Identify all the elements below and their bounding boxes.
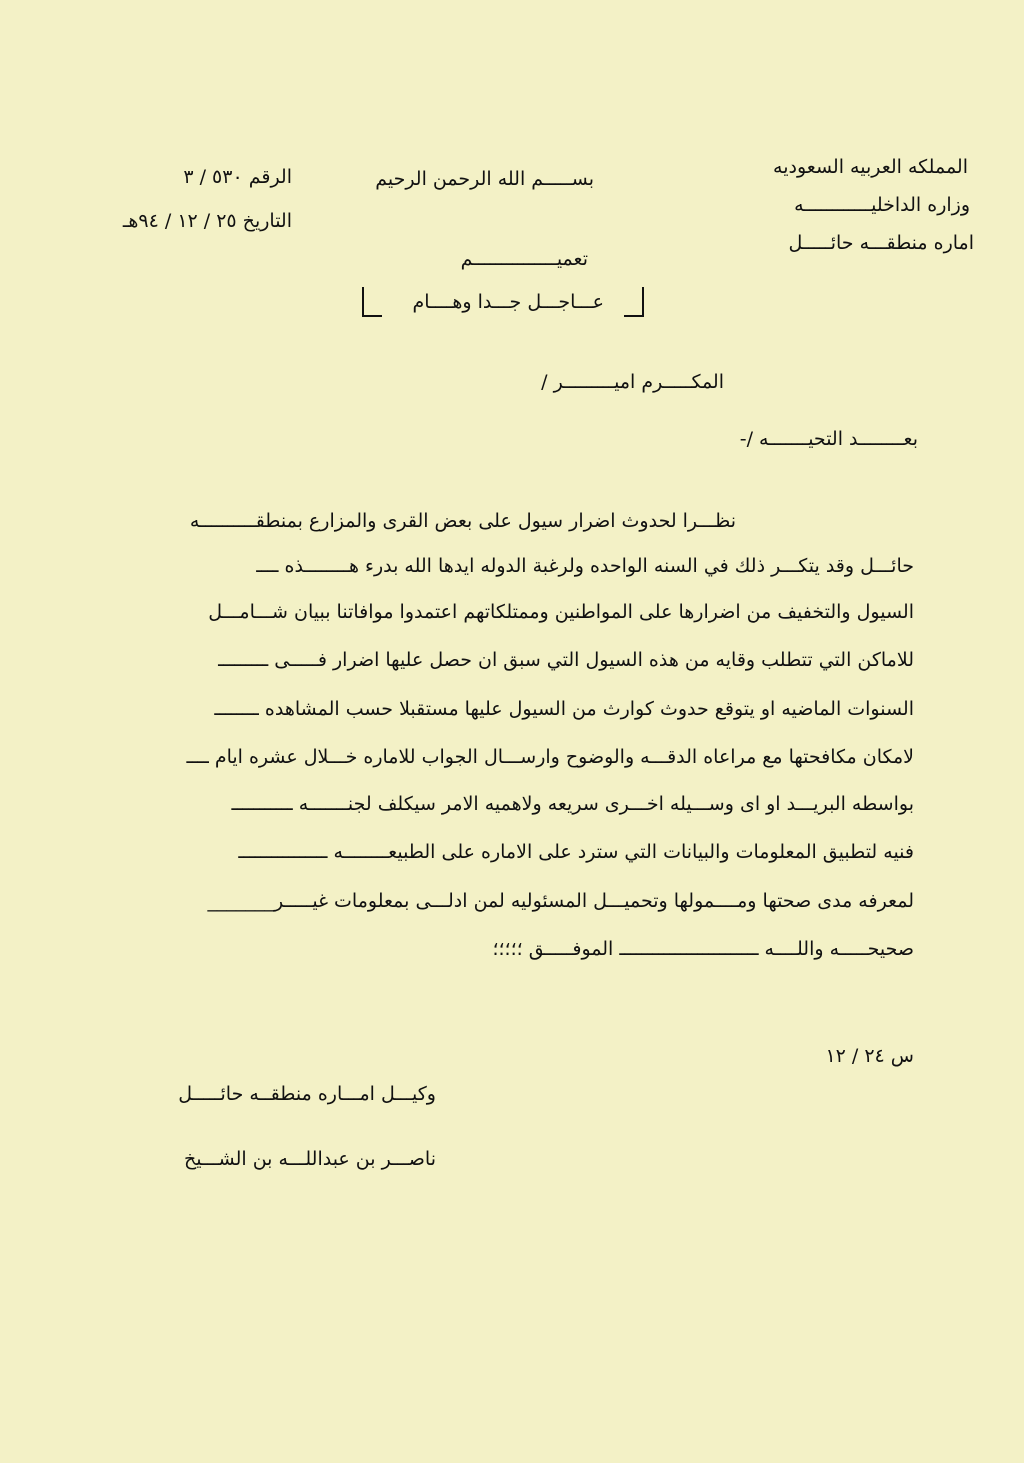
greeting: بعــــــــد التحيـــــــه /- [739,428,918,450]
signatory-title: وكيـــل امـــاره منطقــه حائـــــل [178,1083,436,1105]
circular-label: تعميـــــــــــــــم [460,248,588,270]
body-line: لامكان مكافحتها مع مراعاه الدقـــه والوضوح وارســـال الجواب للاماره خـــلال عشره ايام ــــ [186,746,914,768]
body-line: فنيه لتطبيق المعلومات والبيانات التي سترد على الاماره على الطبيعــــــــه ــــــــــــــــ [238,841,914,863]
signatory-name: ناصـــر بن عبداللـــه بن الشـــيخ [183,1148,436,1170]
ministry-name: وزاره الداخليــــــــــــه [794,194,970,216]
urgent-label: عـــاجـــل جـــدا وهــــام [412,291,604,313]
country-name: المملكه العربيه السعوديه [773,156,968,178]
bracket-right [624,287,644,317]
body-line: لمعرفه مدى صحتها ومــــمولها وتحميـــل المسئوليه لمن ادلـــى بمعلومات غيـــــر_______ [207,890,914,912]
basmala: بســـــم الله الرحمن الرحيم [375,168,594,190]
footer-reference: س ٢٤ / ١٢ [825,1045,914,1067]
reference-number: الرقم ٥٣٠ / ٣ [183,166,292,188]
body-line: السيول والتخفيف من اضرارها على المواطنين وممتلكاتهم اعتمدوا موافاتنا ببيان شـــامـــل [208,601,914,623]
document-date: التاريخ ٢٥ / ١٢ / ٩٤هـ [122,210,292,232]
bracket-left [362,287,382,317]
body-line: حائـــل وقد يتكـــر ذلك في السنه الواحده ولرغبة الدوله ايدها الله بدرء هــــــــذه ــــ [256,555,914,577]
body-line: صحيحـــــه واللــــه ـــــــــــــــــــــــــ الموفـــــق ؛؛؛؛؛ [492,938,914,960]
emirate-name: اماره منطقـــه حائـــــل [788,232,974,254]
urgent-frame [362,287,644,317]
body-line: للاماكن التي تتطلب وقايه من هذه السيول التي سبق ان حصل عليها اضرار فـــــى ـــــــــ [218,649,914,671]
salutation: المكـــــرم اميـــــــــر / [541,371,724,393]
body-line: بواسطه البريـــد او اى وســـيله اخـــرى سريعه ولاهميه الامر سيكلف لجنـــــــه ـــــــــــ [231,793,914,815]
body-line: السنوات الماضيه او يتوقع حدوث كوارث من السيول عليها مستقبلا حسب المشاهده ــــــــ [214,698,914,720]
body-line: نظـــرا لحدوث اضرار سيول على بعض القرى والمزارع بمنطقــــــــــه [189,510,736,532]
